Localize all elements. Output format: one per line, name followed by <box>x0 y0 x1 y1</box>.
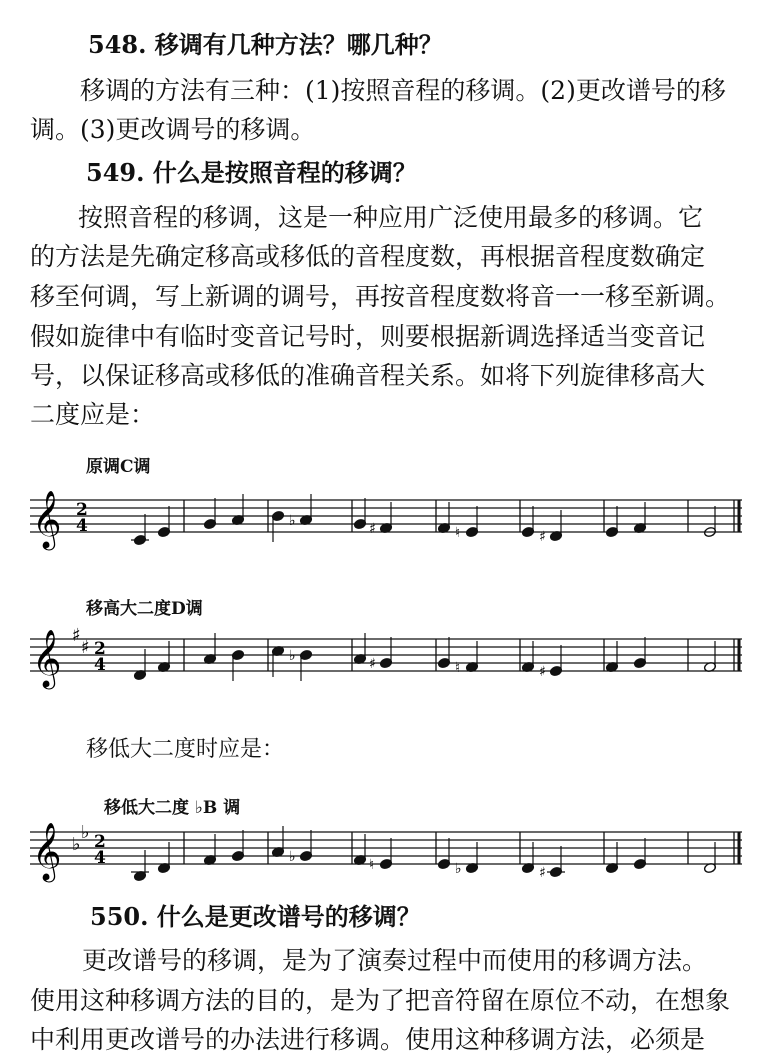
staff-original-c <box>30 478 745 558</box>
treble-clef-icon: 𝄞 <box>32 822 62 880</box>
q550-line-2: 使用这种移调方法的目的，是为了把音符留在原位不动，在想象 <box>30 986 731 1015</box>
treble-clef-icon: 𝄞 <box>32 490 62 548</box>
accidental: ♮ <box>369 857 375 873</box>
original-key-label: 原调C调 <box>86 457 151 477</box>
q549-line-6: 二度应是： <box>30 400 156 429</box>
accidental: ♯ <box>539 664 546 680</box>
treble-clef-icon: 𝄞 <box>32 629 62 687</box>
q548-heading: 548. 移调有几种方法？哪几种？ <box>88 30 443 59</box>
accidental: ♯ <box>369 656 376 672</box>
accidental: ♭ <box>289 648 296 664</box>
key-signature-accidental: ♭ <box>81 822 90 843</box>
q548-line-1: 移调的方法有三种：(1)按照音程的移调。(2)更改谱号的移 <box>80 76 726 105</box>
q549-line-1: 按照音程的移调，这是一种应用广泛使用最多的移调。它 <box>78 203 704 232</box>
staff-down-bflat <box>30 810 745 890</box>
q550-heading: 550. 什么是更改谱号的移调？ <box>90 902 421 931</box>
time-signature-bottom: 4 <box>94 655 106 675</box>
staff-up-d <box>30 617 745 697</box>
accidental: ♯ <box>369 521 376 537</box>
key-signature-accidental: ♭ <box>72 834 81 855</box>
time-signature-bottom: 4 <box>76 516 88 536</box>
q548-line-2: 调。(3)更改调号的移调。 <box>30 115 316 144</box>
down-key-label: 移低大二度 ♭B 调 <box>104 798 241 818</box>
q549-line-3: 移至何调，写上新调的调号，再按音程度数将音一一移至新调。 <box>30 282 731 311</box>
accidental: ♮ <box>455 525 461 541</box>
time-signature-bottom: 4 <box>94 848 106 868</box>
key-signature-accidental: ♯ <box>72 625 81 646</box>
q550-line-3: 中利用更改谱号的办法进行移调。使用这种移调方法，必须是 <box>30 1025 706 1054</box>
accidental: ♯ <box>539 865 546 881</box>
accidental: ♮ <box>455 660 461 676</box>
up-key-label: 移高大二度D调 <box>86 599 203 619</box>
accidental: ♭ <box>289 849 296 865</box>
accidental: ♯ <box>539 529 546 545</box>
time-signature-top: 2 <box>76 500 88 520</box>
down-intro: 移低大二度时应是： <box>86 737 285 762</box>
q549-heading: 549. 什么是按照音程的移调？ <box>86 158 417 187</box>
q549-line-2: 的方法是先确定移高或移低的音程度数，再根据音程度数确定 <box>30 242 706 271</box>
key-signature-accidental: ♯ <box>81 637 90 658</box>
time-signature-top: 2 <box>94 832 106 852</box>
q550-line-1: 更改谱号的移调，是为了演奏过程中而使用的移调方法。 <box>82 946 708 975</box>
q549-line-4: 假如旋律中有临时变音记号时，则要根据新调选择适当变音记 <box>30 322 706 351</box>
time-signature-top: 2 <box>94 639 106 659</box>
accidental: ♭ <box>289 513 296 529</box>
q549-line-5: 号，以保证移高或移低的准确音程关系。如将下列旋律移高大 <box>30 361 706 390</box>
accidental: ♭ <box>455 861 462 877</box>
